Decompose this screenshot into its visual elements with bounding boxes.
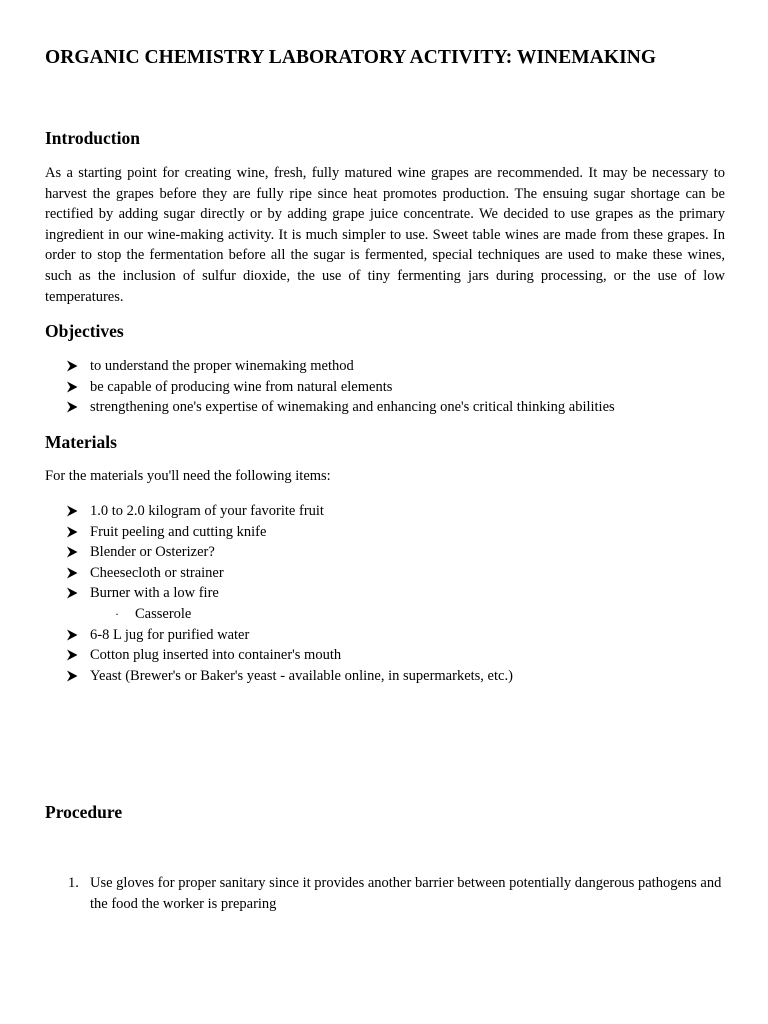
objectives-heading: Objectives bbox=[45, 321, 124, 341]
arrow-bullet-icon bbox=[66, 546, 78, 558]
introduction-heading: Introduction bbox=[45, 128, 140, 148]
list-item bbox=[0, 873, 726, 914]
arrow-bullet-icon bbox=[66, 360, 78, 372]
arrow-bullet-icon bbox=[66, 401, 78, 413]
arrow-bullet-icon bbox=[66, 587, 78, 599]
dot-bullet-icon: · bbox=[115, 606, 119, 621]
material-text: Burner with a low fire bbox=[90, 585, 219, 602]
arrow-bullet-icon bbox=[66, 629, 78, 641]
arrow-bullet-icon bbox=[66, 381, 78, 393]
material-text: Blender or Osterizer? bbox=[90, 544, 215, 561]
arrow-bullet-icon bbox=[66, 670, 78, 682]
material-text: Cotton plug inserted into container's mouth bbox=[90, 647, 342, 664]
introduction-paragraph: As a starting point for creating wine, fresh, fully matured wine grapes are recommended. It may be necessary to harvest the grapes before they are fully ripe since heat promotes production. The ensuing sugar shortage can be rectified by adding sugar directly or by adding grape juice concentrate. We decided to use grapes as the primary ingredient in our wine-making activity. It is much simpler to use. Sweet table wines are made from these grapes. In order to stop the fermentation before all the sugar is fermented, special techniques are used to make these wines, such as the inclusion of sulfur dioxide, the use of tiny fermenting jars during processing, or the use of low temperatures. bbox=[45, 165, 725, 305]
material-subitem-text: Casserole bbox=[135, 605, 192, 622]
step-text: Use gloves for proper sanitary since it provides another barrier between potentially dangerous pathogens and the food the worker is preparing bbox=[90, 875, 722, 912]
material-text: Fruit peeling and cutting knife bbox=[90, 523, 267, 540]
document-title: ORGANIC CHEMISTRY LABORATORY ACTIVITY: WINEMAKING bbox=[45, 47, 657, 68]
procedure-heading: Procedure bbox=[45, 802, 123, 822]
arrow-bullet-icon bbox=[66, 505, 78, 517]
materials-intro: For the materials you'll need the following items: bbox=[45, 468, 331, 484]
material-text: 6-8 L jug for purified water bbox=[90, 626, 250, 643]
arrow-bullet-icon bbox=[66, 649, 78, 661]
material-text: Cheesecloth or strainer bbox=[90, 564, 224, 581]
material-text: 1.0 to 2.0 kilogram of your favorite fruit bbox=[90, 503, 324, 519]
materials-heading: Materials bbox=[45, 432, 117, 452]
objective-text: be capable of producing wine from natural elements bbox=[90, 378, 393, 395]
arrow-bullet-icon bbox=[66, 567, 78, 579]
material-text: Yeast (Brewer's or Baker's yeast - available online, in supermarkets, etc.) bbox=[90, 667, 513, 684]
procedure-list bbox=[0, 873, 726, 914]
step-number: 1. bbox=[68, 875, 79, 891]
objective-text: to understand the proper winemaking method bbox=[90, 358, 354, 374]
arrow-bullet-icon bbox=[66, 526, 78, 538]
objective-text: strengthening one's expertise of winemaking and enhancing one's critical thinking abilities bbox=[90, 399, 615, 416]
